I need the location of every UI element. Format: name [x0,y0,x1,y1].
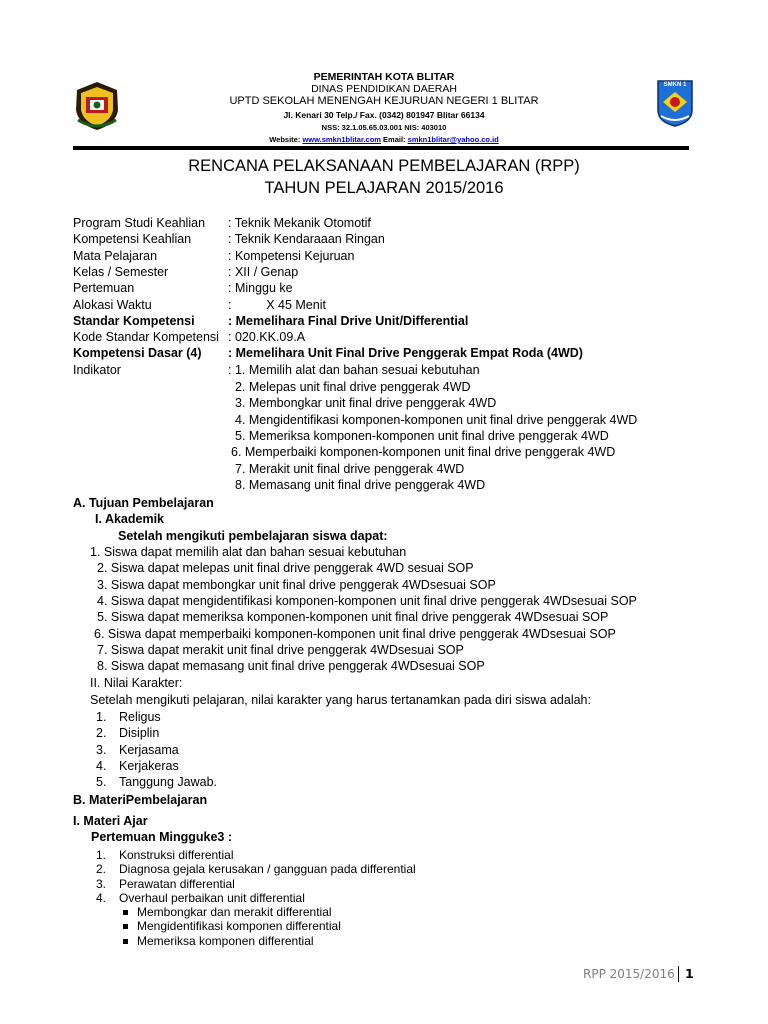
karakter-number: 1. [96,710,107,724]
identity-value: : Memelihara Unit Final Drive Penggerak Empat Roda (4WD) [228,346,583,361]
materi-item: Konstruksi differential [119,848,234,862]
tujuan-item: 4. Siswa dapat mengidentifikasi komponen-komponen unit final drive penggerak 4WDsesuai SOP [97,593,637,608]
identity-value: : Minggu ke [228,281,293,296]
tujuan-item: 2. Siswa dapat melepas unit final drive penggerak 4WD sesuai SOP [97,561,474,576]
karakter-number: 4. [96,758,107,773]
tujuan-item: 7. Siswa dapat merakit unit final drive penggerak 4WDsesuai SOP [97,642,464,657]
karakter-intro: Setelah mengikuti pelajaran, nilai karakter yang harus tertanamkan pada diri siswa adalah: [90,693,591,707]
document-subtitle: TAHUN PELAJARAN 2015/2016 [264,179,504,197]
identity-label: Kelas / Semester [73,264,169,279]
identity-value: : Teknik Kendaraaan Ringan [228,232,385,247]
school-emblem-text: SMKN 1 [663,82,687,88]
footer-divider [678,966,679,982]
identity-label: Pertemuan [73,281,135,296]
karakter-number: 2. [96,726,107,741]
materi-number: 3. [96,876,107,891]
karakter-number: 3. [96,742,107,757]
email-label: Email: [383,135,406,144]
tujuan-item: 5. Siswa dapat memeriksa komponen-komponen unit final drive penggerak 4WDsesuai SOP [97,610,609,625]
letterhead-divider [73,146,689,150]
tujuan-item: 6. Siswa dapat memperbaiki komponen-komponen unit final drive penggerak 4WDsesuai SOP [94,626,616,641]
bullet-icon [123,924,128,929]
identity-value: : Memelihara Final Drive Unit/Differential [228,313,469,328]
section-a-heading: A. Tujuan Pembelajaran [73,496,214,510]
bullet-icon [123,939,128,944]
materi-item: Perawatan differential [119,876,235,891]
materi-item: Overhaul perbaikan unit differential [119,890,305,905]
letterhead-line-1: PEMERINTAH KOTA BLITAR [313,71,455,83]
website-label: Website: [269,135,301,144]
section-i-subheading: Pertemuan Mingguke3 : [91,830,232,844]
section-a-sub-ii: II. Nilai Karakter: [90,676,183,690]
karakter-item: Tanggung Jawab. [119,775,217,790]
section-i-heading: I. Materi Ajar [73,814,148,828]
indikator-item: 6. Memperbaiki komponen-komponen unit final drive penggerak 4WD [231,445,616,460]
materi-bullet-item: Mengidentifikasi komponen differential [137,919,341,934]
karakter-number: 5. [96,775,107,790]
letterhead-line-4: Jl. Kenari 30 Telp./ Fax. (0342) 801947 Blitar 66134 [283,110,485,120]
identity-value: : XII / Genap [228,264,299,279]
section-a-intro: Setelah mengikuti pembelajaran siswa dapat: [118,529,388,543]
footer-label: RPP 2015/2016 [583,967,675,981]
identity-label: Program Studi Keahlian [73,216,206,230]
materi-item: Diagnosa gejala kerusakan / gangguan pada differential [119,862,416,877]
identity-label: Alokasi Waktu [73,297,152,312]
bullet-icon [123,910,128,915]
identity-label: Mata Pelajaran [73,248,158,263]
indikator-item: 7. Merakit unit final drive penggerak 4WD [235,461,465,476]
indikator-item: 2. Melepas unit final drive penggerak 4WD [235,380,471,394]
identity-label: Kompetensi Dasar (4) [73,346,202,361]
tujuan-item: 8. Siswa dapat memasang unit final drive penggerak 4WDsesuai SOP [97,659,485,674]
indikator-item: 3. Membongkar unit final drive penggerak 4WD [235,396,497,411]
identity-label: Indikator [73,362,121,377]
section-a-sub-i: I. Akademik [95,512,165,526]
letterhead-contact [0,135,768,144]
identity-value: : X 45 Menit [228,297,326,312]
tujuan-item: 3. Siswa dapat membongkar unit final drive penggerak 4WDsesuai SOP [97,577,496,592]
letterhead-line-2: DINAS PENDIDIKAN DAERAH [311,83,457,95]
identity-label: Standar Kompetensi [73,313,195,328]
karakter-item: Religus [119,710,161,724]
karakter-item: Disiplin [119,726,160,741]
page-number: 1 [685,966,694,981]
identity-label: Kode Standar Kompetensi [73,330,219,345]
section-b-heading: B. MateriPembelajaran [73,793,208,807]
letterhead-line-3: UPTD SEKOLAH MENENGAH KEJURUAN NEGERI 1 BLITAR [229,95,539,107]
materi-number: 1. [96,848,107,862]
karakter-item: Kerjasama [119,742,179,757]
email-link[interactable]: smkn1blitar@yahoo.co.id [407,135,499,144]
indikator-item: 8. Memasang unit final drive penggerak 4WD [235,477,486,492]
identity-value: : Teknik Mekanik Otomotif [228,216,371,230]
identity-value: : 020.KK.09.A [228,330,306,345]
identity-value: : 1. Memilih alat dan bahan sesuai kebutuhan [228,362,480,377]
identity-value: : Kompetensi Kejuruan [228,248,355,263]
tujuan-item: 1. Siswa dapat memilih alat dan bahan sesuai kebutuhan [90,545,407,559]
materi-bullet-item: Membongkar dan merakit differential [137,905,332,919]
identity-label: Kompetensi Keahlian [73,232,192,247]
materi-number: 4. [96,890,107,905]
materi-bullet-item: Memeriksa komponen differential [137,933,314,948]
materi-number: 2. [96,862,107,877]
document-title: RENCANA PELAKSANAAN PEMBELAJARAN (RPP) [188,157,580,175]
letterhead-line-5: NSS: 32.1.05.65.03.001 NIS: 403010 [321,123,447,132]
indikator-item: 5. Memeriksa komponen-komponen unit final drive penggerak 4WD [235,428,609,443]
website-link[interactable]: www.smkn1blitar.com [302,135,381,144]
indikator-item: 4. Mengidentifikasi komponen-komponen unit final drive penggerak 4WD [235,412,638,427]
karakter-item: Kerjakeras [119,758,179,773]
